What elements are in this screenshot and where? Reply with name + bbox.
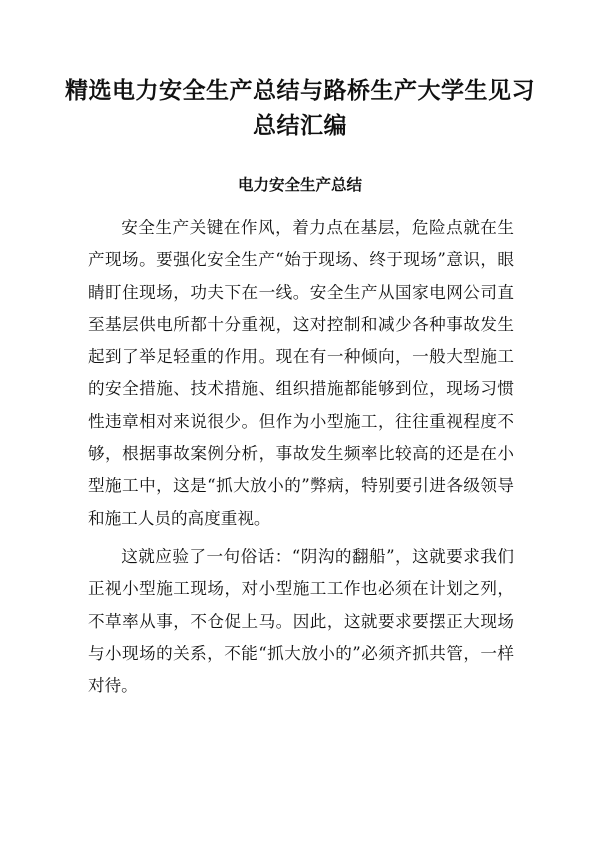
body-paragraph-1: 安全生产关键在作风，着力点在基层，危险点就在生产现场。要强化安全生产“始于现场、终于现场”意识，眼睛盯住现场，功夫下在一线。安全生产从国家电网公司直至基层供电所都十分重视，这对控制和减少各种事故发生起到了举足轻重的作用。现在有一种倾向，一般大型施工的安全措施、技术措施、组织措施都能够到位，现场习惯性违章相对来说很少。但作为小型施工，往往重视程度不够，根据事故案例分析，事故发生频率比较高的还是在小型施工中，这是“抓大放小的”弊病，特别要引进各级领导和施工人员的高度重视。	[88, 218, 514, 528]
section-heading: 电力安全生产总结	[237, 176, 362, 194]
body-paragraph-2: 这就应验了一句俗话：“阴沟的翻船”，这就要求我们正视小型施工现场，对小型施工工作也必须在计划之列，不草率从事，不仓促上马。因此，这就要求要摆正大现场与小现场的关系，不能“抓大放小的”必须齐抓共管，一样对待。	[88, 547, 514, 696]
document-title: 精选电力安全生产总结与路桥生产大学生见习总结汇编	[65, 78, 535, 139]
